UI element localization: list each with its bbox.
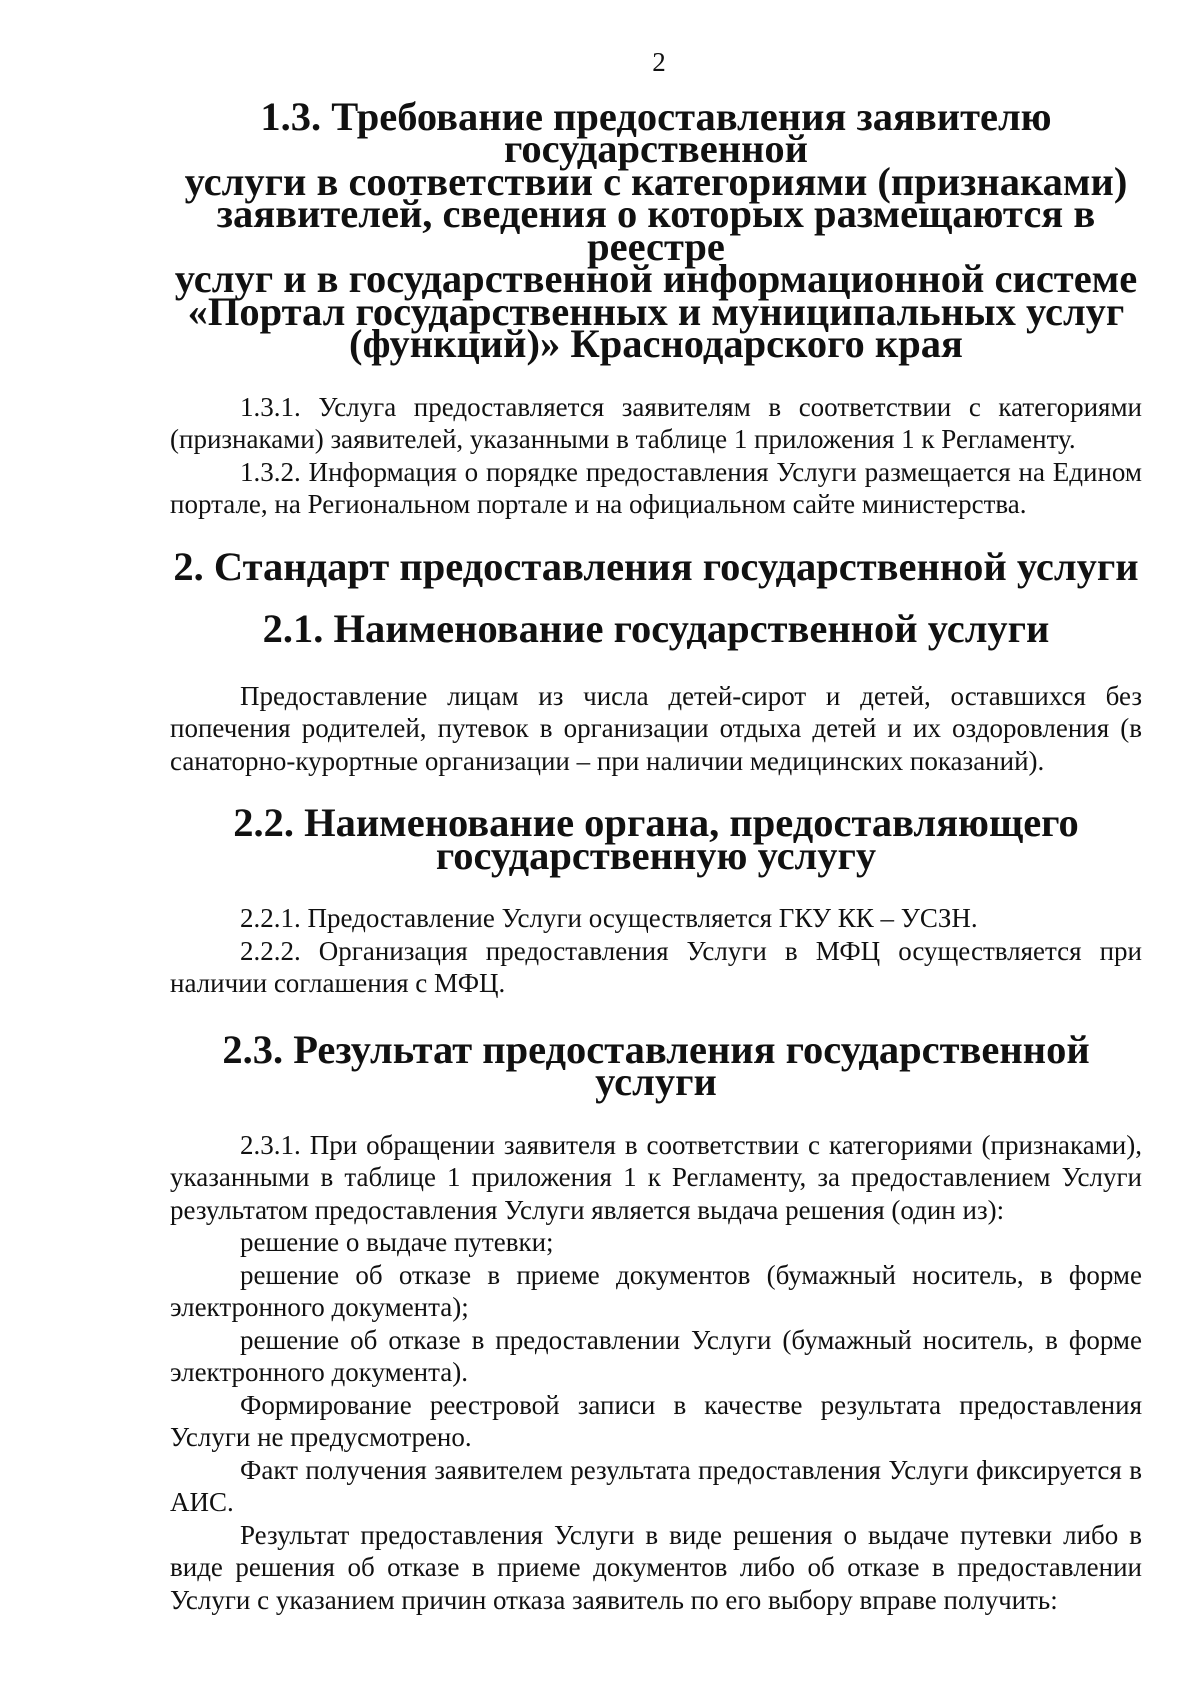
paragraph-registry-record: Формирование реестровой записи в качестве результата предоставления Услуги не предусмотрено. <box>170 1389 1142 1452</box>
heading-line: услуги в соответствии с категориями (признаками) <box>184 158 1128 204</box>
section-1-3-heading <box>170 93 1142 366</box>
paragraph-result-option: решение об отказе в предоставлении Услуги (бумажный носитель, в форме электронного документа). <box>170 1324 1142 1387</box>
paragraph-fact-recording: Факт получения заявителем результата предоставления Услуги фиксируется в АИС. <box>170 1454 1142 1517</box>
heading-line: 2.2. Наименование органа, предоставляющего <box>233 800 1079 845</box>
section-2-heading: 2. Стандарт предоставления государственной услуги <box>173 543 1139 589</box>
section-2-2-heading <box>170 800 1142 878</box>
paragraph-2-2-1: 2.2.1. Предоставление Услуги осуществляется ГКУ КК – УСЗН. <box>240 903 978 933</box>
paragraph-result-delivery: Результат предоставления Услуги в виде решения о выдаче путевки либо в виде решения об отказе в приеме документов либо об отказе в предоставлении Услуги с указанием причин отказа заявитель по его выбору вправе получить: <box>170 1519 1142 1615</box>
page-number: 2 <box>652 47 666 77</box>
paragraph-result-option: решение об отказе в приеме документов (бумажный носитель, в форме электронного документа); <box>170 1259 1142 1322</box>
paragraph-result-option: решение о выдаче путевки; <box>240 1227 554 1257</box>
paragraph-2-2-2: 2.2.2. Организация предоставления Услуги в МФЦ осуществляется при наличии соглашения с МФЦ. <box>170 935 1142 998</box>
heading-line: услуг и в государственной информационной системе <box>174 256 1138 301</box>
section-2-3-heading: 2.3. Результат предоставления государственной услуги <box>222 1026 1090 1104</box>
heading-line: «Портал государственных и муниципальных услуг <box>187 288 1125 334</box>
paragraph-2-3-1: 2.3.1. При обращении заявителя в соответствии с категориями (признаками), указанными в таблице 1 приложения 1 к Регламенту, за предоставлением Услуги результатом предоставления Услуги является выдача решения (один из): <box>170 1129 1142 1225</box>
paragraph-1-3-2: 1.3.2. Информация о порядке предоставления Услуги размещается на Едином портале, на Региональном портале и на официальном сайте министерства. <box>170 456 1142 519</box>
heading-line: государственную услугу <box>435 832 877 878</box>
heading-line: 1.3. Требование предоставления заявителю государственной <box>260 93 1052 171</box>
section-2-1-heading: 2.1. Наименование государственной услуги <box>262 606 1050 651</box>
paragraph-1-3-1: 1.3.1. Услуга предоставляется заявителям в соответствии с категориями (признаками) заявителей, указанными в таблице 1 приложения 1 к Регламенту. <box>170 391 1142 454</box>
heading-line: (функций)» Краснодарского края <box>349 321 963 366</box>
paragraph-2-1: Предоставление лицам из числа детей-сирот и детей, оставшихся без попечения родителей, путевок в организации отдыха детей и их оздоровления (в санаторно-курортные организации – при наличии медицинских показаний). <box>170 680 1142 776</box>
heading-line: заявителей, сведения о которых размещаются в реестре <box>216 191 1096 269</box>
